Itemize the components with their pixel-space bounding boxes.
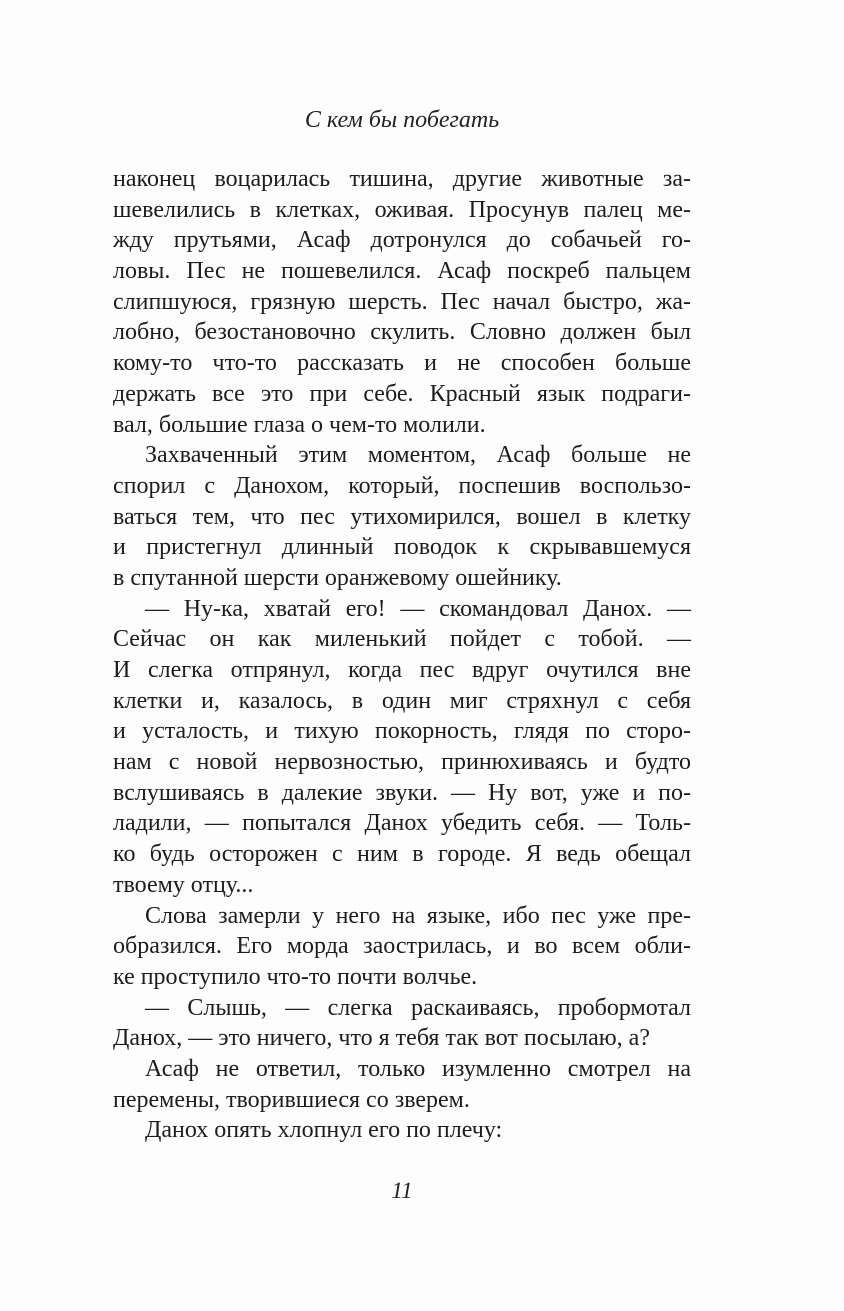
paragraph	[113, 1115, 691, 1146]
paragraph	[113, 440, 691, 593]
paragraph	[113, 1054, 691, 1115]
text-line: жду прутьями, Асаф дотронулся до собачьей го-	[113, 227, 691, 254]
text-line: вал, большие глаза о чем-то молили.	[113, 411, 486, 438]
text-line: держать все это при себе. Красный язык подраги-	[113, 380, 691, 407]
text-line: и усталость, и тихую покорность, глядя по сторо-	[113, 718, 691, 745]
text-line: Слова замерли у него на языке, ибо пес уже пре-	[145, 902, 691, 929]
running-title: С кем бы побегать	[304, 107, 500, 133]
paragraph	[113, 164, 691, 440]
text-line: ваться тем, что пес утихомирился, вошел в клетку	[113, 503, 691, 530]
text-line: наконец воцарилась тишина, другие животные за-	[113, 166, 691, 192]
page-number: 11	[391, 1178, 413, 1203]
text-line: Данох опять хлопнул его по плечу:	[145, 1117, 503, 1144]
text-line: — Ну-ка, хватай его! — скомандовал Данох. —	[145, 595, 691, 622]
text-line: слипшуюся, грязную шерсть. Пес начал быстро, жа-	[113, 288, 691, 315]
body-text	[113, 164, 691, 1146]
paragraph	[113, 594, 691, 901]
text-line: нам с новой нервозностью, принюхиваясь и будто	[113, 749, 691, 776]
text-line: ловы. Пес не пошевелился. Асаф поскреб пальцем	[113, 258, 691, 285]
paragraph	[113, 993, 691, 1054]
text-line: образился. Его морда заострилась, и во всем обли-	[113, 933, 691, 960]
text-line: Захваченный этим моментом, Асаф больше не	[145, 442, 691, 469]
text-line: ко будь осторожен с ним в городе. Я ведь обещал	[113, 841, 691, 868]
text-line: твоему отцу...	[113, 871, 254, 898]
text-line: И слегка отпрянул, когда пес вдруг очутился вне	[113, 657, 691, 683]
text-line: кому-то что-то рассказать и не способен больше	[113, 350, 691, 377]
text-line: перемены, творившиеся со зверем.	[113, 1086, 470, 1113]
text-line: ладили, — попытался Данох убедить себя. — Толь-	[113, 810, 691, 837]
text-line: Асаф не ответил, только изумленно смотрел на	[145, 1055, 691, 1082]
paragraph	[113, 901, 691, 993]
text-line: ке проступило что-то почти волчье.	[113, 963, 478, 990]
text-line: в спутанной шерсти оранжевому ошейнику.	[113, 564, 562, 591]
text-line: клетки и, казалось, в один миг стряхнул с себя	[113, 687, 691, 714]
text-line: лобно, безостановочно скулить. Словно должен был	[113, 319, 691, 346]
text-line: Данох, — это ничего, что я тебя так вот посылаю, а?	[113, 1025, 650, 1052]
text-line: Сейчас он как миленький пойдет с тобой. —	[113, 626, 691, 653]
text-line: и пристегнул длинный поводок к скрывавшемуся	[113, 534, 691, 561]
text-line: шевелились в клетках, оживая. Просунув палец ме-	[113, 196, 691, 223]
text-line: — Слышь, — слегка раскаиваясь, пробормотал	[145, 994, 691, 1021]
text-line: вслушиваясь в далекие звуки. — Ну вот, уже и по-	[113, 779, 691, 806]
text-line: спорил с Данохом, который, поспешив воспользо-	[113, 472, 691, 499]
